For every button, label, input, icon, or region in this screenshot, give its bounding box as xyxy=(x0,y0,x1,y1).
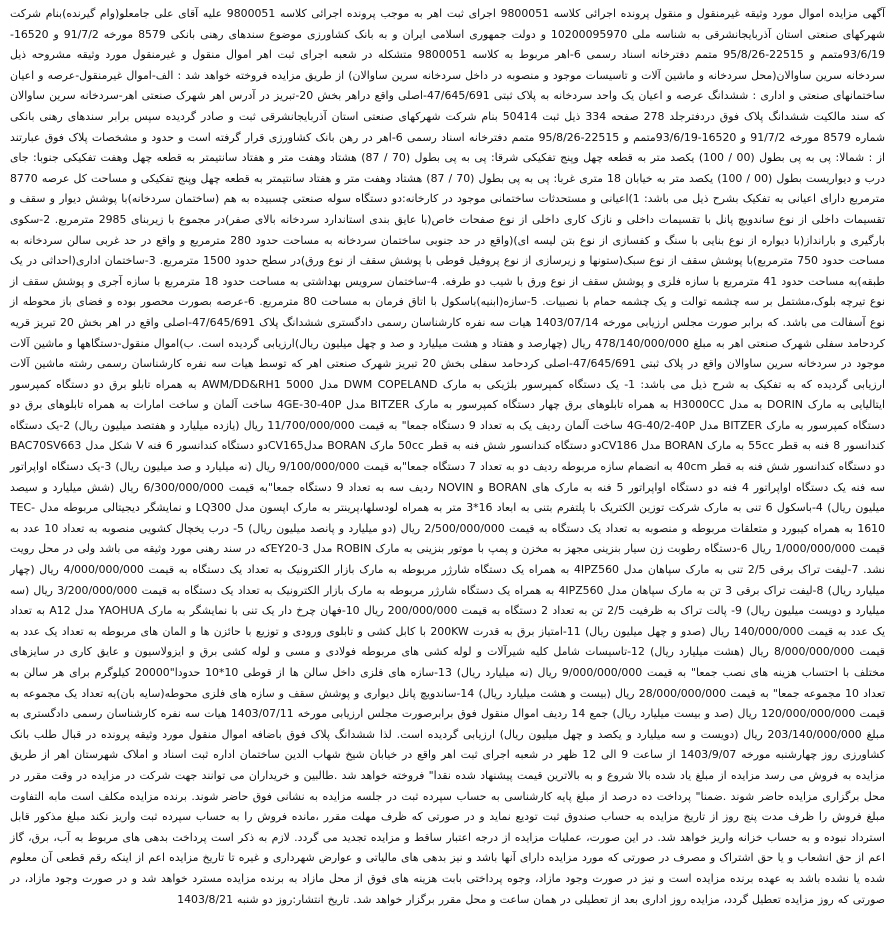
notice-body: آگهی مزایده اموال مورد وثیقه غیرمنقول و منقول پرونده اجرائی کلاسه 9800051 اجرای ثبت اهر به موجب پرونده اجرائی کلاسه 9800051 علیه آقای علی جامعلو(وام گیرنده)بنام شرکت شهرکهای صنعتی استان آذربایجانشرقی به شناسه ملی 10200095970 و دولت جمهوری اسلامی ایران و به بانک کشاورزی موضوع سندهای رهنی بانکی 8579 مورخه 91/7/2 و 16520-93/6/19متمم و 22515-95/8/26 متمم دفترخانه اسناد رسمی 6-اهر مربوط به کلاسه 9800051 متشکله در شعبه اجرای ثبت اهر اموال منقول و غیرمنقول مورد وثیقه مشروحه ذیل سردخانه سرین ساوالان(محل سردخانه و ماشین آلات و تاسیسات موجود و منصوبه در داخل سردخانه سرین ساوالان) از طریق مزایده فروخته خواهد شد : الف-اموال غیرمنقول-عرصه و اعیان ساختمانهای صنعتی و اداری : ششدانگ عرصه و اعیان یک واحد سردخانه به پلاک ثبتی 47/645/691-اصلی واقع دراهر بخش 20-تبریز در آدرس اهر شهرک صنعتی اهر-سردخانه سرین ساوالان که سند مالکیت ششدانگ پلاک فوق دردفترجلد 278 صفحه 334 ذیل ثبت 50414 بنام شرکت شهرکهای صنعتی استان آذربایجانشرقی ثبت و صادر گردیده سپس برابر سندهای رهنی بانکی شماره 8579 مورخه 91/7/2 و 16520-93/6/19متمم و 22515-95/8/26 متمم دفترخانه اسناد رسمی 6-اهر در رهن بانک کشاورزی قرار گرفته است و حدود و مشخصات پلاک فوق عبارتند از : شمالا: پی به پی بطول (00 / 100) یکصد متر به قطعه چهل وپنج تفکیکی شرقا: پی به پی بطول (70 / 87) هشتاد وهفت متر و هفتاد سانتیمتر به قطعه چهل وهفت تفکیکی جنوبا: جای درب و دیواریست بطول (00 / 100) یکصد متر به خیابان 18 متری غربا: پی به پی بطول (70 / 87) هشتاد وهفت متر و هفتاد سانتیمتر به قطعه چهل وپنج تفکیکی و مساحت کل عرصه 8770 مترمربع دارای اعیانی به تفکیک بشرح ذیل می باشد: 1)اعیانی و مستحدثات ساختمانی موجود در کارخانه:دو دستگاه سوله صنعتی چسبیده به هم (ساختمان سردخانه)با پوشش دیوار و سقف و تقسیمات داخلی از نوع ساندویچ پانل با تقسیمات داخلی و نازک کاری داخلی از نوع صفحات خاص(با عایق بندی استاندارد سردخانه بالای صفر)در مجموع با زیربنای 2985 مترمربع. 2-سکوی بارگیری و بارانداز(با دیواره از نوع بنایی با سنگ و کفسازی از نوع بتن لیسه ای)(واقع در حد جنوبی ساختمان سردخانه به مساحت حدود 280 مترمربع و واقع در حد غربی سالن سردخانه به مساحت حدود 750 مترمربع)با پوشش سقف از نوع سبک(ستونها و زیرسازی از نوع پروفیل قوطی با پوشش سقف از نوع ورق)در سطح حدود 1500 مترمربع. 3-ساختمان اداری(احداثی در یک طبقه)به مساحت حدود 41 مترمربع با سازه فلزی و پوشش سقف از نوع ورق با شیب دو طرفه. 4-ساختمان سرویس بهداشتی به مساحت حدود 18 مترمربع با سازه آجری و پوشش سقف از نوع تیرچه بلوک،مشتمل بر سه چشمه توالت و یک چشمه حمام با نصبیات. 5-سازه(ابنیه)باسکول با اتاق فرمان به مساحت 80 مترمربع. 6-عرصه بصورت محصور بوده و فضای باز محوطه از نوع آسفالت می باشد. که برابر صورت مجلس ارزیابی مورخه 1403/07/14 هیات سه نفره کارشناسان رسمی دادگستری ششدانگ پلاک 47/645/691-اصلی واقع در اهر بخش 20 تبریز قریه کردحامد سفلی شهرک صنعتی اهر به مبلغ 478/140/000/000 ریال (چهارصد و هفتاد و هشت میلیارد و صد و چهل میلیون ریال)ارزیابی گردیده است. ب)اموال منقول-دستگاهها و ماشین آلات موجود در سردخانه سرین ساوالان واقع در پلاک ثبتی 47/645/691-اصلی کردحامد سفلی بخش 20 تبریز شهرک صنعتی اهر که توسط هیات سه نفره کارشناسان رسمی رشته ماشین آلات ارزیابی گردیده که به تفکیک به شرح ذیل می باشد: 1- یک دستگاه کمپرسور بلژیکی به مارک DWM COPELAND مدل AWM/DD&RH1 5000 به همراه تابلو برق دو دستگاه کمپرسور ایتالیایی به مارک DORIN به مدل H3000CC به همراه تابلوهای برق چهار دستگاه کمپرسور به مارک BITZER مدل 4GE-30-40P ساخت آلمان و ساخت امارات به همراه تابلوهای برق دو دستگاه کمپرسور به مارک BITZER مدل 4G-40/2-40P ساخت آلمان ردیف یک به تعداد 9 دستگاه جمعا" به قیمت 11/700/000/000 ریال (یازده میلیارد و هفتصد میلیون ریال) 2-یک دستگاه کندانسور 8 فنه به قطر 55cc به مارک BORAN مدل CV186دو دستگاه کندانسور شش فنه به قطر 50cc مارک BORAN مدلCV165دو دستگاه کندانسور 6 فنه V شکل مدل BAC70SV663 دو دستگاه کندانسور شش فنه به قطر 40cm به انضمام سازه مربوطه ردیف دو به تعداد 7 دستگاه جمعا"به قیمت 9/100/000/000 ریال (نه میلیارد و صد میلیون ریال) 3-یک دستگاه اواپراتور سه فنه یک دستگاه اواپراتور 4 فنه دو دستگاه اواپراتور 5 فنه به مارک های BORAN و NOVIN ردیف سه به تعداد 9 دستگاه جمعا"به قیمت 6/300/000/000 ریال (شش میلیارد و سیصد میلیون ریال) 4-باسکول 6 تنی به مارک شرکت توزین الکتریک با پلتفرم بتنی به ابعاد 16*3 متر به همراه لودسلها،پرینتر به مارک اپسون مدل LQ300 و نمایشگر دیجیتالی مربوطه مدل TEC-1610 به همراه کیبورد و متعلقات مربوطه و منصوبه به تعداد یک دستگاه به قیمت 2/500/000/000 ریال (دو میلیارد و پانصد میلیون ریال) 5- درب یخچال کشویی منصوبه به تعداد 10 عدد به قیمت 1/000/000/000 ریال 6-دستگاه رطوبت زن سیار بنزینی مجهز به مخزن و پمپ با موتور بنزینی به مارک ROBIN مدل EY20-3که در سند رهنی مورد وثیقه می باشد ولی در محل رویت نشد. 7-لیفت تراک برقی 2/5 تنی به مارک سپاهان مدل 4IPZ560 به همراه یک دستگاه شارژر مربوطه به مارک بازار الکترونیک به تعداد یک دستگاه به قیمت 4/000/000/000 ریال (چهار میلیارد ریال) 8-لیفت تراک برقی 3 تن به مارک سپاهان مدل 4IPZ560 به همراه یک دستگاه شارژر مربوطه به مارک بازار الکترونیک به تعداد یک دستگاه به قیمت 3/200/000/000 ریال (سه میلیارد و دویست میلیون ریال) 9- پالت تراک به ظرفیت 2/5 تن به تعداد 2 دستگاه به قیمت 200/000/000 ریال 10-فهان چرخ دار یک تنی با نمایشگر به مارک YAOHUA مدل A12 به تعداد یک عدد به قیمت 140/000/000 ریال (صدو و چهل میلیون ریال) 11-امتیاز برق به قدرت 200KW با کابل کشی و تابلوی ورودی و توزیع با حائزن ها و المان های مربوطه به تعداد یک عدد به قیمت 8/000/000/000 ریال (هشت میلیارد ریال) 12-تاسیسات شامل کلیه شیرآلات و لوله کشی های مربوطه فولادی و مسی و لوله کشی برق و ایزولاسیون و عایق کاری در سایزهای مختلف با احتساب هزینه های نصب جمعا" به قیمت 9/000/000/000 ریال (نه میلیارد ریال) 13-سازه های فلزی داخل سالن ها از قوطی 10*10 حدودا"20000 کیلوگرم برای هر سالن به تعداد 10 مجموعه جمعا" به قیمت 28/000/000/000 ریال (بیست و هشت میلیارد ریال) 14-ساندویچ پانل دیواری و پوشش سقف و سازه های فلزی محوطه(سایه بان)به تعداد یک مجموعه به قیمت 120/000/000/000 ریال (صد و بیست میلیارد ریال) جمع 14 ردیف اموال منقول فوق برابرصورت مجلس ارزیابی مورخه 1403/07/11 هیات سه نفره کارشناسان رسمی دادگستری به مبلغ 203/140/000/000 ریال (دویست و سه میلیارد و یکصد و چهل میلیون ریال) ارزیابی گردیده است. لذا ششدانگ پلاک فوق باضافه اموال منقول مورد وثیقه پرونده در قبال طلب بانک کشاورزی روز چهارشنبه مورخه 1403/9/07 از ساعت 9 الی 12 ظهر در شعبه اجرای ثبت اهر واقع در خیابان شیخ شهاب الدین ساختمان اداره ثبت اسناد و املاک شهرستان اهر از طریق مزایده به فروش می رسد مزایده از مبلغ یاد شده بالا شروع و به بالاترین قیمت پیشنهاد شده نقدا" فروخته خواهد شد .طالبین و خریداران می توانند جهت شرکت در مزایده در وقت مقرر در محل برگزاری مزایده حاضر شوند .ضمنا" پرداخت ده درصد از مبلغ پایه کارشناسی به حساب سپرده ثبت در جلسه مزایده به نشانی فوق حاضر شوند. برنده مزایده مکلف است مابه التفاوت مبلغ فروش را ظرف مدت پنج روز از تاریخ مزایده به حساب صندوق ثبت تودیع نماید و در صورتی که ظرف مهلت مقرر ،مانده فروش را به حساب سپرده ثبت واریز نکند مبلغ مذکور قابل استرداد نبوده و به حساب خزانه واریز خواهد شد. در این صورت، عملیات مزایده از درجه اعتبار ساقط و مزایده تجدید می گردد. لازم به ذکر است پرداخت بدهی های مربوط به آب، برق، گاز اعم از حق انشعاب و یا حق اشتراک و مصرف در صورتی که مورد مزایده دارای آنها باشد و نیز بدهی های مالیاتی و عوارض شهرداری و غیره تا تاریخ مزایده اعم از اینکه رقم قطعی آن معلوم شده یا نشده باشد به عهده برنده مزایده است و نیز در صورت وجود مازاد، وجوه پرداختی بابت هزینه های فوق از محل مازاد به برنده مزایده مسترد خواهد شد و در صورت وجود مازاد، در صورتی که روز مزایده تعطیل گردد، مزایده روز اداری بعد از تعطیلی در همان ساعت و محل مقرر برگزار خواهد شد. تاریخ انتشار:روز دو شنبه 1403/8/21 xyxy=(10,7,886,906)
